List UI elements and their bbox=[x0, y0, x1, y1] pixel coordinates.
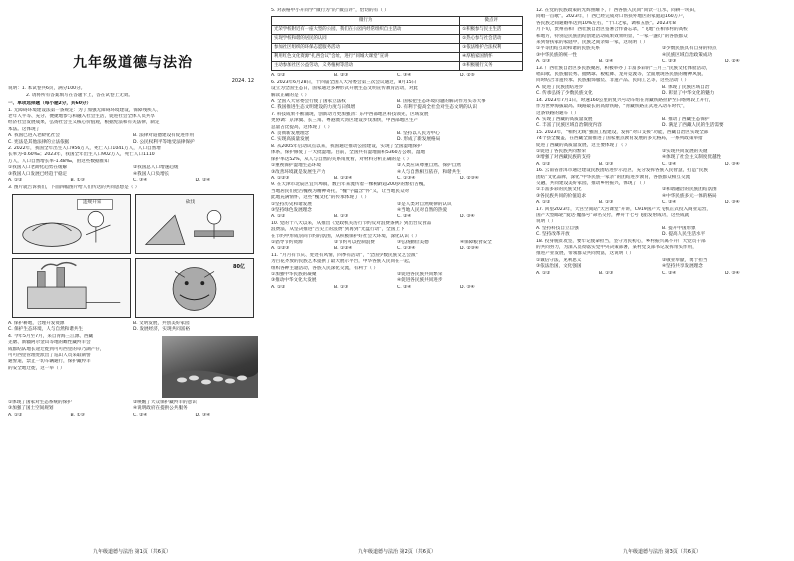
statement-item: ③各民族共同的价值追求 bbox=[536, 193, 587, 199]
statement-item: ③依法治国，文化强国 bbox=[536, 264, 582, 270]
mining-illustration bbox=[13, 195, 130, 253]
question-15 bbox=[536, 130, 788, 168]
option-b: B. ①③ bbox=[70, 178, 85, 184]
exam-date: 2024. 12 bbox=[231, 78, 254, 84]
option-a: A. 贯彻新发展理念 bbox=[271, 131, 310, 137]
comic-panel-factory bbox=[12, 258, 131, 318]
question-text: 羌塘、新疆阿尔金山等地的雌性藏羚羊会 bbox=[8, 340, 91, 346]
question-text: 设立为全国生态日，国家通过多种形式开展生态文明宣传教育活动，对此 bbox=[271, 86, 419, 92]
question-text: 14. 2023年7月1日，时速160公里的复兴号动车组在青藏铁路拉萨至日喀则段上开行， bbox=[536, 97, 714, 103]
option-c: C. 实现高质量发展 bbox=[271, 137, 310, 143]
question-text: 11. “月月有节庆、处处有风情，四季有活动”，“全国少数民族文艺会演” bbox=[271, 252, 418, 258]
option-a: A. ①② bbox=[536, 161, 551, 167]
question-text: 2. 2022年，我国全年出生人口956万人，死亡人口1041万人，人口自然增 bbox=[8, 146, 161, 152]
question-1 bbox=[8, 108, 258, 146]
table-row bbox=[272, 26, 523, 35]
table-cell: ①积极参与民主生活 bbox=[460, 26, 523, 35]
answer-options bbox=[536, 226, 788, 239]
statement-item: ①平等团结互助和谐的民族关系 bbox=[536, 46, 600, 52]
option-c: C. 我国推进生态文明建设的力度与日俱增 bbox=[271, 105, 356, 111]
question-14 bbox=[536, 98, 788, 130]
answer-options bbox=[271, 246, 523, 252]
statement-item: ③加强了国土空间规划 bbox=[8, 406, 54, 412]
question-text: 4. 今年5月至7月，来自青海三江源、西藏 bbox=[8, 333, 94, 339]
option-b: B. ①④ bbox=[599, 59, 614, 65]
answer-options bbox=[271, 131, 523, 144]
option-d: D. 满足了西藏人民的生活需要 bbox=[662, 123, 724, 129]
option-b: B. 法律对道德建设有促进作用 bbox=[133, 133, 195, 139]
statement-item: ④中华民族多元一体的格局 bbox=[662, 193, 717, 199]
answer-options bbox=[536, 85, 788, 98]
statement-items bbox=[536, 46, 788, 59]
statement-item: ②和谐融洽的民族团结氛围 bbox=[662, 187, 717, 193]
instruction-line: 说明：1. 本试卷共6页，满分100分。 bbox=[8, 86, 86, 92]
question-text: 5. 对表格中小升同学“微行为”的“微点评”，恰切的有（ ） bbox=[271, 8, 389, 13]
option-a: A. ①② bbox=[536, 200, 551, 206]
question-text: 8. 从2005年启动试点以来，我国通过推动公园建设，实现了全国湿地保护 bbox=[271, 143, 422, 149]
statement-item: ③弘扬勤俭美德 bbox=[397, 239, 429, 245]
option-c: C. ①③④ bbox=[397, 175, 416, 181]
option-d: D. ③④ bbox=[460, 284, 475, 290]
statement-item: ①体现了国家对生态系统的保护 bbox=[8, 399, 72, 405]
question-text: 12. 在党的民族政策的光辉照耀下，广西各族人民同“同饮一江水，同耕一块田， bbox=[536, 8, 699, 13]
question-text: 10. 党的十八大以来，从推出《党政机关厉行节约反对浪费条例》到出台反食品 bbox=[271, 220, 432, 226]
table-cell: 利用红色文化资源“扎西会议”会址，进行“同城大课堂”宣讲 bbox=[272, 53, 460, 62]
option-d: D. 形成了新发展格局 bbox=[397, 137, 441, 143]
statement-item: ②我国总人口增速趋缓 bbox=[133, 165, 179, 171]
question-text: 当地居民们把古槐视为精神寄托，“槐”字蕴含“怀”义，让当地民众对 bbox=[271, 188, 410, 194]
statement-item: ①重视保护湿地生态环境 bbox=[271, 163, 322, 169]
question-text: 同时结合非遗传承、民族服饰服装、非遗产品、民间工艺等，这些活动（ ） bbox=[536, 78, 690, 84]
option-d: D. ②⑤ bbox=[460, 73, 475, 79]
option-a: A. ①②③ bbox=[271, 175, 290, 181]
statement-item: ③推动中华文化大发展 bbox=[271, 278, 317, 284]
statement-item: ①促进了各民族共同繁荣 bbox=[536, 148, 587, 154]
question-text: 浪费法，从坚决推进“舌尖上的浪费”到再到“光盘行动”，全国上下 bbox=[271, 227, 405, 233]
option-b: B. 坚持以人民为中心 bbox=[397, 131, 440, 137]
statement-item: ④我国人口负增长 bbox=[133, 171, 170, 177]
question-text: 这条铁路的通车（ ） bbox=[536, 110, 579, 116]
question-text: 1. 无障碍环境建设法第一条规定：为了加强无障碍环境建设，保障残疾人、 bbox=[8, 107, 161, 113]
table-cell: 实现学校和谐的居民的认同 bbox=[272, 35, 460, 44]
question-text: 作为世界海拔最高、线路最长的高原铁路，“青藏铁路正式进入动车时代”， bbox=[536, 104, 688, 110]
question-text: 万人，人口自然增长率-1.48‰，由这些数据推知 bbox=[8, 158, 109, 164]
antelope-herd-image bbox=[162, 336, 258, 398]
answer-options bbox=[8, 413, 258, 419]
question-text: 长率为-0.60‰；2023年，我国全年出生人口902万人，死亡人口1110 bbox=[8, 152, 155, 158]
question-text: 和地方，特别是民族团结创建活动成果效果明显，“一家一盏灯”的各族群众 bbox=[536, 33, 688, 39]
table-header: 微行为 bbox=[272, 17, 460, 26]
instruction-line: 2. 请将所有答案填写在答题卡上，答在试卷上无效。 bbox=[26, 92, 133, 98]
question-text: 的共同努力，为深入贯彻落实党中央决策部署，某村党支部书记发挥带头作用， bbox=[536, 245, 697, 251]
option-a: A. ①②③ bbox=[271, 246, 290, 252]
question-text: 9. 在天津市北辰区宜兴埠镇，数百年来流传着一棵树龄超200岁的繁衍古槐， bbox=[271, 182, 429, 188]
option-c: C. 保护生态环境，人与自然和谐共生 bbox=[8, 327, 84, 333]
statement-item: ③改善环境就是发展生产力 bbox=[271, 169, 326, 175]
option-a: A. 促进了民族团结进步 bbox=[536, 84, 584, 90]
table-row bbox=[272, 53, 523, 62]
statement-item: ②实现共同发展的关键 bbox=[662, 148, 708, 154]
answer-options bbox=[536, 271, 788, 277]
behavior-comment-table bbox=[271, 16, 523, 71]
option-b: B. 提升中国形象 bbox=[662, 225, 696, 231]
option-a: A. 全国人大常委会行使了国家立法权 bbox=[271, 99, 346, 105]
table-cell: ④厚植家国情怀 bbox=[460, 53, 523, 62]
table-cell: 光荣学校附近有一座大型的公园，我们在公园内经常组织自主活动 bbox=[272, 26, 460, 35]
option-c: C. 宪法是其他法律的立法依据 bbox=[8, 139, 70, 145]
option-c: C. ②④ bbox=[397, 214, 412, 220]
statement-item: ③增强了对西藏民族的支持 bbox=[536, 155, 591, 161]
question-text: 17. 回望2023年，天宫空间站“天宫课堂”开讲，C919国产大飞机正式投入商业运营， bbox=[536, 206, 712, 212]
option-b: B. ①②④ bbox=[334, 175, 353, 181]
question-text: 可可西里管理处派出了巡山人员采取制警 bbox=[8, 352, 91, 358]
comic-label: 砍伐 bbox=[186, 199, 196, 205]
question-text: 总量占比提高，这体现了（ ） bbox=[271, 124, 333, 130]
question-text: 此地充满情怀，这些“槐文化”的传承体现了（ ） bbox=[271, 195, 370, 201]
question-18 bbox=[536, 239, 788, 277]
option-b: B. 体现了民族区域自治 bbox=[662, 84, 710, 90]
option-c: C. ①③④ bbox=[397, 246, 416, 252]
option-c: C. ②④ bbox=[662, 200, 677, 206]
question-2 bbox=[8, 146, 258, 184]
option-c: C. ②④ bbox=[662, 270, 677, 276]
table-cell: ②热心参与社会活动 bbox=[460, 35, 523, 44]
answer-options bbox=[8, 178, 258, 184]
question-text: 6. 2023年6月28日，十四届全国人大常委会第三次会议通过，8月15日 bbox=[271, 79, 417, 85]
antelope-photo bbox=[162, 336, 258, 398]
option-b: B. ①③ bbox=[334, 214, 349, 220]
option-c: C. 传承弘扬了少数民族文化 bbox=[536, 91, 593, 97]
answer-options bbox=[271, 73, 523, 79]
option-a: A. ①② bbox=[271, 214, 286, 220]
question-text: 18. 投身脱贫攻坚，要牢记使命担当，坚守为民初心，乡村振兴离不开广大党员干部 bbox=[536, 238, 706, 244]
option-a: A. ①② bbox=[271, 73, 286, 79]
page-footer: 九年级道德与法治 第1页（共6页） bbox=[93, 549, 171, 555]
table-row bbox=[272, 62, 523, 71]
option-d: D. 提高人民生活水平 bbox=[662, 232, 706, 238]
question-text: 体系，保护修复了一大批湿地。目前，全国共有湿地面积5360万公顷，湿地 bbox=[271, 150, 426, 156]
statement-item: ④保障粮食安全 bbox=[460, 239, 492, 245]
table-cell: 参加社区组织的环保志愿服务活动 bbox=[272, 44, 460, 53]
question-text: 16. 云南省普洱市通过建设民族团结进步示范区，充分发挥各族人民智慧，打造“民族 bbox=[536, 168, 708, 174]
table-row bbox=[272, 44, 523, 53]
answer-options bbox=[8, 133, 258, 146]
question-7 bbox=[271, 112, 523, 144]
comic-panels bbox=[12, 194, 254, 318]
question-text: 老年人平等、充分、便捷地参与和融入社会生活，促进社会全体人员共享 bbox=[8, 114, 156, 120]
statement-item: ④人与自然相互依存，和谐共生 bbox=[397, 169, 461, 175]
statement-item: ②敬业奉献，勇于担当 bbox=[662, 257, 708, 263]
option-b: B. ①③ bbox=[334, 284, 349, 290]
question-3 bbox=[8, 185, 258, 334]
answer-options bbox=[536, 200, 788, 206]
option-c: C. 坚持改革开放 bbox=[536, 232, 570, 238]
option-c: C. ②③ bbox=[662, 59, 677, 65]
answer-options bbox=[271, 99, 523, 112]
question-text: 团结”文化品牌，深化“中华民族一家亲”的团结进步教育，各族群众相互交流 bbox=[536, 174, 691, 180]
table-row bbox=[272, 35, 523, 44]
statement-items bbox=[536, 187, 788, 200]
statement-items bbox=[271, 272, 523, 285]
statement-item: ③坚持绿色发展理念 bbox=[271, 207, 312, 213]
option-c: C. ③④ bbox=[133, 178, 148, 184]
question-17 bbox=[536, 207, 788, 239]
option-d: D. 发展经济，实现共同富裕 bbox=[133, 327, 190, 333]
option-d: D. ②③④ bbox=[460, 246, 479, 252]
question-text: 经济社会发展成果，弘扬社会主义核心价值观，根据宪法和有关法律，制定 bbox=[8, 120, 160, 126]
option-d: D. ③④ bbox=[460, 214, 475, 220]
option-c: C. ②④ bbox=[662, 161, 677, 167]
answer-options bbox=[536, 117, 788, 130]
option-a: A. 我国已进入老龄化社会 bbox=[8, 133, 60, 139]
statement-item: ④当地人民对自然的热爱 bbox=[397, 207, 448, 213]
question-text: 唱山歌、民族服装秀、抛绣球、板鞋舞、龙舟竞渡等，全面展现各民族的精神风貌， bbox=[536, 72, 706, 78]
question-12 bbox=[536, 8, 788, 66]
statement-item: ②促进各民族共同繁荣 bbox=[397, 272, 443, 277]
option-a: A. ①② bbox=[536, 270, 551, 276]
option-a: A. ①② bbox=[8, 178, 23, 184]
question-text: 促进了西藏的高质量发展，这主要体现了（ ） bbox=[536, 142, 630, 148]
option-d: D. ③④ bbox=[195, 412, 211, 418]
question-11 bbox=[271, 253, 523, 291]
option-b: B. ①②④ bbox=[334, 246, 353, 252]
question-8 bbox=[271, 144, 523, 182]
option-d: D. ②④ bbox=[195, 178, 211, 184]
question-text: 保护率达52%，从人与自然的关系角度看，对材料分析正确的是（ ） bbox=[271, 156, 412, 162]
table-cell: 主动参加社区公益劳动，义务植树等活动 bbox=[272, 62, 460, 71]
exam-page-2 bbox=[265, 0, 529, 561]
statement-item: ①丰富多彩的民族文化 bbox=[536, 187, 582, 193]
option-a: A. ①③ bbox=[536, 59, 551, 65]
comic-panel-earth bbox=[135, 258, 254, 318]
table-header: 微点评 bbox=[460, 17, 523, 26]
option-a: A. 坚持科技自立自强 bbox=[536, 225, 579, 231]
option-d: D. ③④ bbox=[725, 161, 740, 167]
option-d: D. ③④ bbox=[725, 270, 740, 276]
comic-panel-mining bbox=[12, 194, 131, 254]
answer-options bbox=[8, 321, 258, 334]
question-text: 组织各种主题活动，各族人民深化交流，有利于（ ） bbox=[271, 265, 379, 271]
question-text: 来到帮扶家的家庭中，民族之间亲如一家，这说明（ ） bbox=[536, 40, 648, 46]
statement-items bbox=[271, 163, 523, 176]
comic-label: 80亿 bbox=[233, 263, 245, 270]
question-text: 3. 图片就告诉我们，下面四幅图片给人们传达的共同思想是（ ） bbox=[8, 184, 140, 190]
question-text: 同唱一首歌”。2023年，广西已经完成对口帮扶外地区的家庭超160万户， bbox=[536, 14, 688, 20]
statement-item: ①加强中华民族的凝聚 bbox=[271, 272, 317, 277]
statement-item: ①坚持历史和谐发展 bbox=[271, 201, 312, 207]
option-d: D. ③④ bbox=[725, 200, 740, 206]
option-b: B. 文明发展，共创美好家园 bbox=[133, 320, 190, 326]
statement-item: ①诚信守法，见利思义 bbox=[536, 257, 582, 263]
statement-items bbox=[536, 258, 788, 271]
question-text: 更协调：京津冀、长三角、粤港澳大湾区建设步伐加快，中西部地区生产 bbox=[271, 118, 419, 124]
question-4 bbox=[8, 334, 258, 419]
statement-item: ③中华民族的统一性 bbox=[536, 52, 577, 58]
option-a: A. 实现了西藏的高质量发展 bbox=[536, 116, 593, 122]
statement-item: ④体现了社会主义制度优越性 bbox=[662, 155, 722, 161]
question-text: 国产大型邮轮“爱达·魔都号”命名交付，神舟十七号飞船发射成功，这些成就 bbox=[536, 213, 690, 218]
option-c: C. ②④ bbox=[397, 284, 412, 290]
option-d: D. 公民权利平等地受法律保护 bbox=[133, 139, 195, 145]
option-c: C. ③④ bbox=[397, 73, 412, 79]
question-13 bbox=[536, 66, 788, 98]
statement-item: ③我国人口发展已经趋于稳定 bbox=[8, 171, 68, 177]
option-b: B. ①③ bbox=[599, 200, 614, 206]
question-text: 月下旬，贵州省和广西壮族自治区签署合作备忘录，“飞地”在相邻村的高校 bbox=[536, 27, 688, 33]
question-text: 本法。这体现了 bbox=[8, 126, 41, 132]
question-text: 在节约中形成崇尚节约的氛围，从积极保护好社会大环境，深化认识（ ） bbox=[271, 233, 420, 239]
question-text: 说明（ ） bbox=[536, 219, 556, 225]
exam-title: 九年级道德与法治 bbox=[73, 55, 193, 71]
statement-item: ②少数民族具有自身的特点 bbox=[662, 46, 717, 52]
statement-item: ①我国人口老龄化趋势在缓解 bbox=[8, 165, 68, 171]
question-6 bbox=[271, 80, 523, 112]
page-footer: 九年级道德与法治 第3页（共6页） bbox=[623, 549, 701, 555]
statement-item: ①倡导节约资源 bbox=[271, 239, 303, 245]
answer-options bbox=[271, 214, 523, 220]
statement-items bbox=[8, 165, 258, 178]
section-heading: 一、单项选择题（每小题2分，共60分） bbox=[8, 101, 92, 107]
option-d: D. ②③④ bbox=[460, 175, 479, 181]
statement-items bbox=[8, 400, 258, 413]
statement-item: ②人类应该尊重自然、保护自然 bbox=[397, 163, 461, 169]
comic-panel-logging bbox=[135, 194, 254, 254]
statement-items bbox=[271, 202, 523, 215]
question-text: 各民族之间通婚率达到10%左右，“十口之家，调和五族”。2023年8 bbox=[536, 20, 676, 26]
option-b: B. ①③ bbox=[599, 161, 614, 167]
question-5 bbox=[271, 8, 523, 80]
question-text: 交融，共同建设美好家园，推动乡村振兴，体现了（ ） bbox=[536, 180, 648, 186]
question-10 bbox=[271, 221, 523, 253]
question-text: 13. 广西壮族自治区多民族聚居，积极举办了丰富多彩的“三月三”民族文化体验活动， bbox=[536, 65, 711, 71]
option-d: D. 彰显了中华文化的魅力 bbox=[662, 91, 715, 97]
question-text: 推进产业发展，带领群众共同致富，这说明（ ） bbox=[536, 251, 634, 257]
statement-item: ②是人类对自然规律的认识 bbox=[397, 201, 452, 207]
option-a: A. 保护耕地，合理开发资源 bbox=[8, 320, 65, 326]
question-9 bbox=[271, 182, 523, 220]
question-text: 15. 2023年，“相约无线”强国工程建设，发挥“对口支援”功能，西藏自治区实现全部 bbox=[536, 129, 709, 135]
table-cell: ③依法维护合法权利 bbox=[460, 44, 523, 53]
table-cell: ⑤积极履行义务 bbox=[460, 62, 523, 71]
question-text: 74个县全覆盖，在西藏全面推进了国家重点教育发展的多元格局，一系列政策举措 bbox=[536, 136, 703, 142]
question-text: 成群结队地长途迁徙到可可西里的卓乃湖产仔， bbox=[8, 346, 105, 352]
option-c: C. 丰富了民族区域自治制度内容 bbox=[536, 123, 602, 129]
statement-item: ②唤醒了大众保护藏羚羊的意识 bbox=[133, 399, 197, 405]
option-b: B. ①③ bbox=[599, 270, 614, 276]
option-d: D. ②④ bbox=[725, 59, 740, 65]
comic-label: 违规开采 bbox=[83, 199, 102, 205]
option-a: A. ①② bbox=[8, 412, 23, 418]
statement-item: ④民族区域自治政策成功 bbox=[662, 52, 713, 58]
statement-item: ④坚持共享发展理念 bbox=[662, 264, 703, 270]
question-16 bbox=[536, 168, 788, 206]
option-b: B. 国家把生态环境问题的解决作为头等大事 bbox=[397, 99, 486, 105]
option-b: B. 推动了西藏生态保护 bbox=[662, 116, 710, 122]
question-text: 为百花齐放的民族艺术提供了最大展示平台，中华各族人民同在一起， bbox=[271, 259, 414, 265]
question-text: 通警道，禁止一切车辆通行，保护藏羚羊 bbox=[8, 359, 91, 365]
statement-item: ④说明政府在提供公共服务 bbox=[133, 406, 188, 412]
option-d: D. 有利于提高全社会对生态文明的认识 bbox=[397, 105, 477, 111]
answer-options bbox=[271, 285, 523, 291]
statement-item: ②节约可以控制浪费 bbox=[334, 239, 375, 245]
exam-page-3 bbox=[530, 0, 794, 561]
option-b: B. ②③ bbox=[334, 73, 349, 79]
question-text: 7. 科技成果不断涌现，创新动力更加强劲：东中西部地区科技领先，区域发展 bbox=[271, 111, 429, 117]
statement-item: ④促进各民族共同进步 bbox=[397, 278, 443, 284]
question-text: 的安全地迁徙，这一举（ ） bbox=[8, 365, 65, 371]
option-a: A. ①② bbox=[271, 284, 286, 290]
answer-options bbox=[536, 59, 788, 65]
option-c: C. ②④ bbox=[133, 412, 148, 418]
factory-illustration bbox=[13, 259, 130, 317]
exam-page-1 bbox=[0, 0, 264, 561]
question-text: 解读正确的是（ ） bbox=[271, 92, 310, 98]
statement-items bbox=[536, 149, 788, 162]
page-footer: 九年级道德与法治 第2页（共6页） bbox=[358, 549, 436, 555]
option-b: B. ①③ bbox=[70, 412, 85, 418]
